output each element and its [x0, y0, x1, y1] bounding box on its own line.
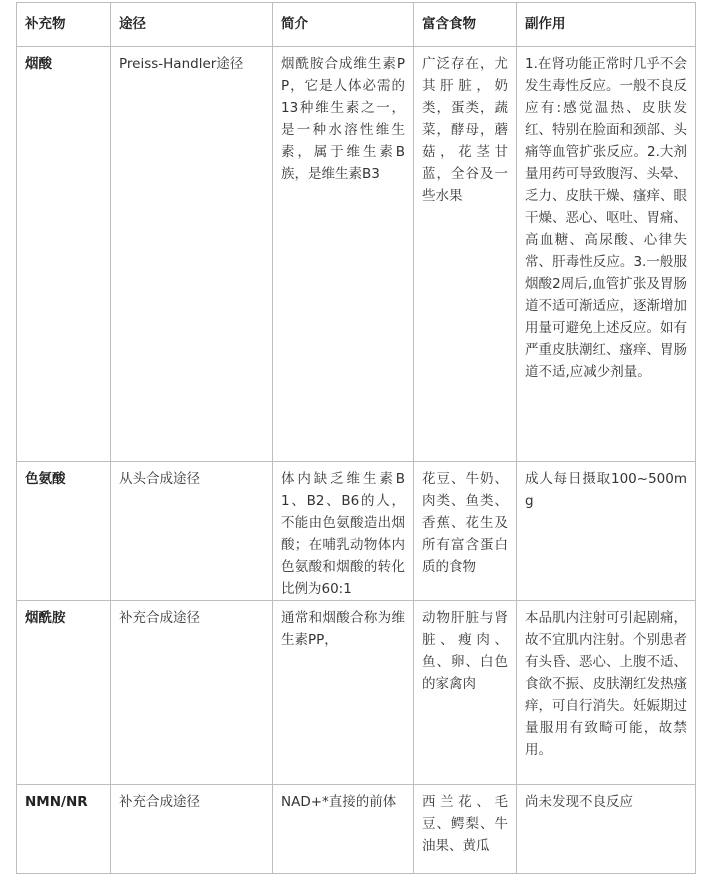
supplement-table [16, 2, 696, 874]
header-intro: 简介 [273, 3, 414, 47]
food-cell: 动物肝脏与肾脏、瘦肉、鱼、卵、白色的家禽肉 [414, 601, 517, 785]
table-header-row [17, 3, 696, 47]
intro-cell: NAD+*直接的前体 [273, 785, 414, 874]
pathway-cell: 补充合成途径 [111, 601, 273, 785]
side-effects-cell: 成人每日摄取100~500mg [517, 462, 696, 601]
food-cell: 广泛存在，尤其肝脏，奶类，蛋类，蔬菜，酵母，蘑菇，花茎甘蓝，全谷及一些水果 [414, 47, 517, 462]
table-row [17, 785, 696, 874]
supplement-cell: 色氨酸 [17, 462, 111, 601]
header-supplement: 补充物 [17, 3, 111, 47]
header-food: 富含食物 [414, 3, 517, 47]
side-effects-cell: 1.在肾功能正常时几乎不会发生毒性反应。一般不良反应有:感觉温热、皮肤发红、特别在脸面和颈部、头痛等血管扩张反应。2.大剂量用药可导致腹泻、头晕、乏力、皮肤干燥、瘙痒、眼干燥、恶心、呕吐、胃痛、高血糖、高尿酸、心律失常、肝毒性反应。3.一般服烟酸2周后,血管扩张及胃肠道不适可渐适应，逐渐增加用量可避免上述反应。如有严重皮肤潮红、瘙痒、胃肠道不适,应减少剂量。 [517, 47, 696, 462]
supplement-cell: 烟酸 [17, 47, 111, 462]
pathway-cell: 从头合成途径 [111, 462, 273, 601]
pathway-cell: 补充合成途径 [111, 785, 273, 874]
food-cell: 花豆、牛奶、肉类、鱼类、香蕉、花生及所有富含蛋白质的食物 [414, 462, 517, 601]
intro-cell: 烟酰胺合成维生素PP，它是人体必需的13种维生素之一，是一种水溶性维生素，属于维生素B族，是维生素B3 [273, 47, 414, 462]
header-pathway: 途径 [111, 3, 273, 47]
table-row [17, 601, 696, 785]
supplement-table-container [16, 2, 695, 874]
table-row [17, 462, 696, 601]
pathway-cell: Preiss-Handler途径 [111, 47, 273, 462]
supplement-cell: 烟酰胺 [17, 601, 111, 785]
intro-cell: 体内缺乏维生素B1、B2、B6的人，不能由色氨酸造出烟酸；在哺乳动物体内色氨酸和烟酸的转化比例为60:1 [273, 462, 414, 601]
side-effects-cell: 本品肌内注射可引起剧痛，故不宜肌内注射。个别患者有头昏、恶心、上腹不适、食欲不振、皮肤潮红发热瘙痒，可自行消失。妊娠期过量服用有致畸可能，故禁用。 [517, 601, 696, 785]
header-side-effects: 副作用 [517, 3, 696, 47]
intro-cell: 通常和烟酸合称为维生素PP， [273, 601, 414, 785]
supplement-cell: NMN/NR [17, 785, 111, 874]
food-cell: 西兰花、毛豆、鳄梨、牛油果、黄瓜 [414, 785, 517, 874]
side-effects-cell: 尚未发现不良反应 [517, 785, 696, 874]
table-row [17, 47, 696, 462]
